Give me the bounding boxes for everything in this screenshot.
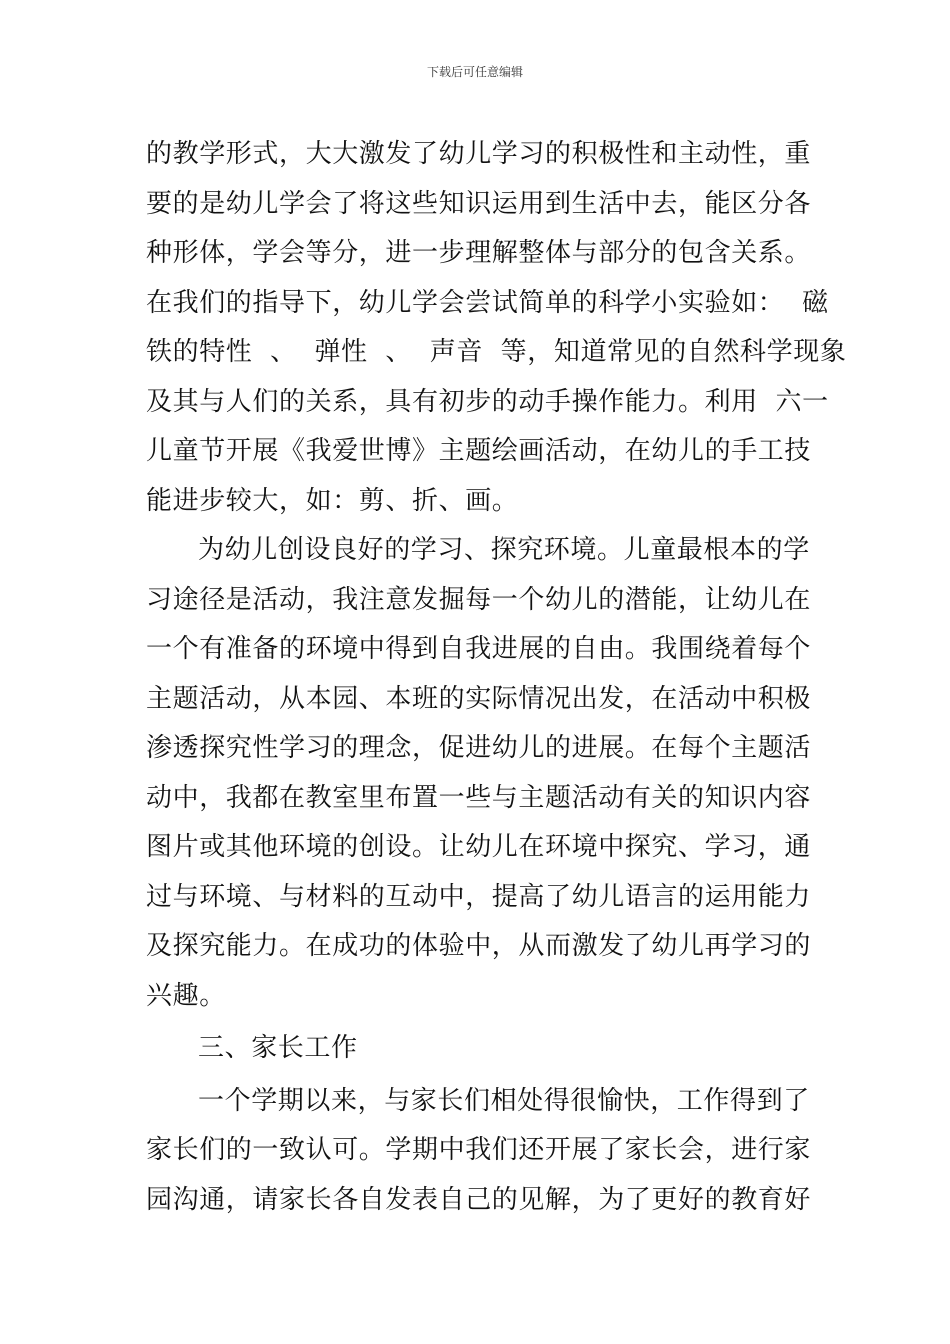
text-line: 及探究能力。在成功的体验中，从而激发了幼儿再学习的: [146, 931, 812, 961]
text-line: 能进步较大，如：剪、折、画。: [146, 485, 519, 516]
text-line: 图片或其他环境的创设。让幼儿在环境中探究、学习，通: [146, 832, 812, 862]
text-line: 家长们的一致认可。学期中我们还开展了家长会，进行家: [146, 1135, 812, 1165]
text-line: 种形体，学会等分，进一步理解整体与部分的包含关系。: [146, 238, 812, 268]
text-line: 在我们的指导下，幼儿学会尝试简单的科学小实验如： 磁: [146, 287, 829, 318]
text-line: 的教学形式，大大激发了幼儿学习的积极性和主动性，重: [146, 139, 812, 169]
page-header: 下载后可任意编辑: [426, 65, 523, 79]
text-line: 一个学期以来，与家长们相处得很愉快，工作得到了: [198, 1085, 810, 1116]
text-line: 主题活动，从本园、本班的实际情况出发，在活动中积极: [146, 683, 812, 714]
text-line: 渗透探究性学习的理念，促进幼儿的进展。在每个主题活: [146, 733, 812, 763]
text-line: 过与环境、与材料的互动中，提高了幼儿语言的运用能力: [146, 881, 812, 912]
text-line: 一个有准备的环境中得到自我进展的自由。我围绕着每个: [146, 634, 812, 664]
text-line: 儿童节开展《我爱世博》主题绘画活动，在幼儿的手工技: [146, 436, 812, 466]
section-heading: 三、家长工作: [198, 1033, 358, 1063]
text-line: 习途径是活动，我注意发掘每一个幼儿的潜能，让幼儿在: [146, 584, 812, 615]
text-line: 要的是幼儿学会了将这些知识运用到生活中去，能区分各: [146, 188, 812, 219]
document-body: [146, 130, 847, 1225]
text-line: 为幼儿创设良好的学习、探究环境。儿童最根本的学: [198, 535, 810, 565]
text-line: 兴趣。: [146, 980, 226, 1011]
text-line: 园沟通，请家长各自发表自己的见解，为了更好的教育好: [146, 1184, 812, 1215]
text-line: 动中，我都在教室里布置一些与主题活动有关的知识内容: [146, 782, 812, 813]
paragraph-continuation: [146, 130, 847, 526]
paragraph-learning-environment: [146, 526, 812, 1021]
paragraph-parent-work: [146, 1077, 812, 1226]
text-line: 及其与人们的关系，具有初步的动手操作能力。利用 六一: [146, 386, 829, 417]
text-line: 铁的特性 、 弹性 、 声音 等，知道常见的自然科学现象: [146, 337, 847, 367]
